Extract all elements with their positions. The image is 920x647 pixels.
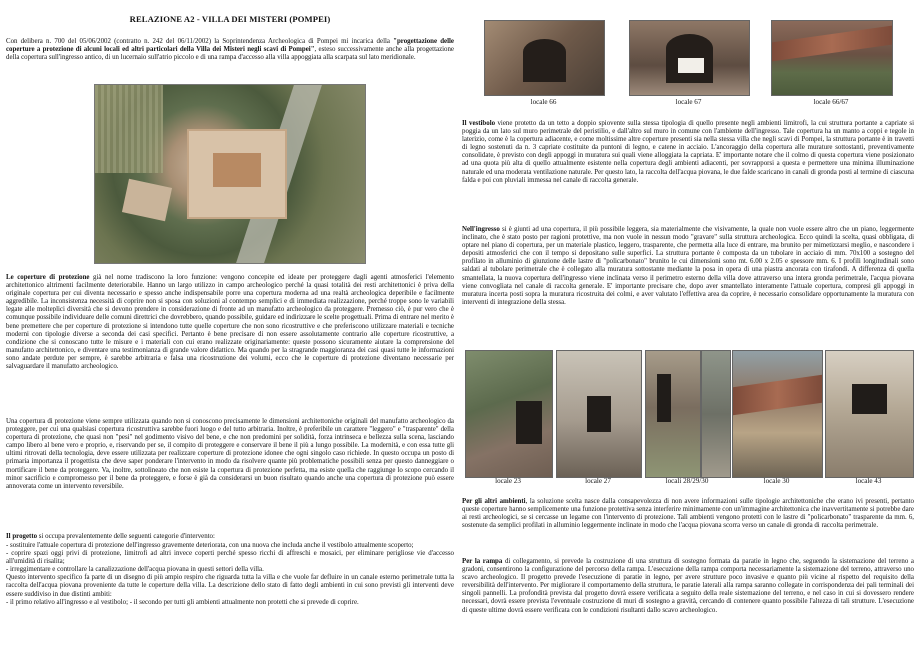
vestibolo-lead: Il vestibolo [462,120,496,127]
rampa-paragraph [462,558,914,615]
vestibolo-paragraph [462,120,914,185]
aerial-photo-image [94,84,366,264]
document-title: RELAZIONE A2 - VILLA DEI MISTERI (POMPEI) [129,14,331,24]
progetto-text: si occupa prevalentemente delle seguenti categorie d'intervento: [37,533,215,540]
progetto-lead: Il progetto [6,533,38,540]
caption-locale-27: locale 27 [585,477,611,485]
caption-locale-66: locale 66 [530,98,557,106]
para-two: Una copertura di protezione viene sempre utilizzata quando non si conoscono precisamente le dimensioni architettoniche originali del manufatto archeologico da proteggere, per cui una qualsiasi copertura ricostruttiva sarebbe fuori luogo e del tutto arbitraria. Inoltre, è preferibile un carattere "leggero" e "trasparente" della copertura di protezione, che quasi non "pesi" nel godimento visivo del bene, e che non predomini per solidità, forza intrinseca e bellezza sulla scena, lasciando campo libero al bene vero e proprio, e, riservando per se, il compito di proteggere e conservare il bene il più a lungo possibile. La modernità, e con essa tutte gli ultimi ritrovati della tecnologia, deve essere utilizzata per realizzare coperture di protezione idonee che ogni singolo caso richiede. In questo occupa un posto di primaria importanza il progettista che deve saper ponderare l'intervento in modo da risolvere quante più problematiche possibili senza per questo danneggiare o mortificare il bene da proteggere. Va, inoltre, sottolineato che non esiste la copertura di protezione perfetta, ma esiste quella che raggiunge lo scopo cercando il minor sacrificio e compromesso per il bene da proteggere, e forse è già da considerarsi un buon risultato quando anche una copertura di protezione può essere annoverata come un intervento reversibile. [6,418,454,490]
caption-locale-30: locale 30 [763,477,790,485]
photo-locale-66-image [484,20,605,96]
aerial-annex-shape [122,179,172,221]
opening-shape [852,384,887,414]
photo-locali-28-29-30-image [645,350,701,478]
rampa-text: di collegamento, si prevede la costruzione di una struttura di sostegno formata da paratie in legno che, seguendo la sistemazione del terreno a gradoni, consentirono la configurazione del percorso della rampa. L'esecuzione della rampa comporta necessariamente la sistemazione del terreno, attraverso uno scavo archeologico. Il progetto prevede l'esecuzione di paratie in legno, per avere strutture poco invasive e quanto più vicine al rispetto del requisito della reversibilità dell'intervento. Per migliorare il comportamento della struttura, le paratie laterali alla rampa saranno collegate in corrispondenza dei pali terminali dei singoli pannelli. La profondità prevista dal progetto dovrà essere verificata a seguito della reale sistemazione del terreno, e nel caso in cui si dovessero rendere necessari, dovrà essere prevista l'eventuale costruzione di muri di sostegno a gravità, cercando di contenere quanto possibile l'altezza di tali strutture. L'esecuzione di queste ultime dovrà essere verificata con le condizioni risultanti dallo scavo archeologico. [462,558,914,614]
photo-locale-30-image [732,350,823,478]
roof-shape [733,375,822,415]
ingresso-paragraph [462,226,914,307]
caption-locale-66-67: locale 66/67 [813,98,849,106]
roof-shape [772,26,892,62]
progetto-paragraph [6,533,454,541]
opening-shape [657,374,671,422]
photo-locale-67-image [629,20,750,96]
right-column [462,0,914,647]
coperture-paragraph [6,274,454,371]
opening-shape [587,396,611,431]
aerial-field-shape [95,85,163,173]
altri-text: , la soluzione scelta nasce dalla consapevolezza di non avere informazioni sulle tipologie architettoniche che erano ivi presenti, pertanto queste coperture hanno semplicemente una funzione protettiva senza interferire minimamente con un'immagine architettonica che inavvertitamente si potrebbe dare ai resti archeologici, se si cercasse un legame con l'intervento di protezione. Tali ambienti vengono protetti con le lastre di "policarbonato" trasparente da mm. 6, sostenute da semplici profilati in alluminio leggermente inclinate in modo che l'acqua piovana scorra verso un canale di gronda di raccolta perimetrale. [462,498,914,530]
intro-suffix: , esteso successivamente anche alla progettazione della copertura sull'ingresso antico, di un lucernaio sull'atrio piccolo e di una rampa d'accesso alla villa appoggiata alla scarpata sul lato meridionale. [6,46,454,62]
arch-shape [523,39,566,82]
row-captions [462,477,914,487]
intro-bold-title: "progettazione delle coperture a protezione di alcuni locali ed altri particolari della Villa dei Misteri negli scavi di Pompei" [6,38,454,54]
caption-locale-43: locale 43 [855,477,882,485]
rampa-lead: Per la rampa [462,558,503,565]
altri-lead: Per gli altri ambienti [462,498,526,505]
caption-locale-67: locale 67 [675,98,702,106]
aerial-roof-shape [213,153,261,187]
caption-locali-28-29-30: locali 28/29/30 [665,477,709,485]
photo-locale-66-67-image [771,20,893,96]
left-column [6,0,454,647]
photo-locale-43-image [825,350,914,478]
photo-corridor-image [701,350,731,478]
window-shape [678,58,704,73]
opening-shape [516,401,542,444]
photo-locale-23-image [465,350,553,478]
coperture-lead: Le coperture di protezione [6,274,90,281]
ingresso-text: si è giunti ad una copertura, il più possibile leggera, sia materialmente che visivamente, la quale non vuole essere altro che un piano, leggermente inclinato, che è stato posto per ragioni protettive, ma non vuole in nessun modo "gravare" sulla struttura archeologica. Ecco quindi la scelta, quasi obbligata, di optare nel piano di copertura, per un materiale plastico, leggero, trasparente, che permetta alla luce di entrare, ma brunito per mimetizzarsi meglio, e nascondere i depositi atmosferici che con il tempo si depositano sulle superfici. La struttura portante è composta da un tubolare in acciaio di mm. 70x100 a sostegno del profilato in alluminio di giunzione delle lastre di "policarbonato" brunito le cui dimensioni sono mt. 6.00 x 2.05 e spessore mm. 6. I profili longitudinali sono saldati al tubolare perimetrale che è collegato alla muratura sottostante mediante la posa in opera di una piastra ancorata con tirafondi. A differenza di quella smantellata, la nuova copertura dell'ingresso viene inclinata verso il perimetro esterno della villa dove attraverso una intera gronda perimetrale, l'acqua piovana viene convogliata nel canale di raccolta generale. E' importante precisare che, dopo aver smantellato interamente l'attuale copertura, compresi gli appoggi in muratura incerta posti sopra la muratura ricostruita dei colmi, e aver valutato l'effettiva area da coprire, è necessario consolidare opportunamente la muratura con interventi di integrazione della stessa. [462,226,914,306]
caption-locale-23: locale 23 [495,477,521,485]
progetto-bullets: - sostituire l'attuale copertura di protezione dell'ingresso gravemente deteriorata, con una nuova che includa anche il vestibolo attualmente scoperto; - coprire spazi oggi privi di protezione, limitrofi ad altri invece coperti perché spesso ricchi di affreschi e mosaici, per eliminare perigliose vie d'accesso all'umidità di risalita; - irreggimentare e controllare la canalizzazione dell'acqua piovana in questi settori della villa. Questo intervento specifico fa parte di un disegno di più ampio respiro che riguarda tutta la villa e che vuole far defluire in un canale esterno perimetrale tutta la raccolta dell'acqua piovana proveniente da tutte le coperture della villa. La descrizione dello stato di fatto degli ambienti in cui sono previsti gli interventi deve essere suddiviso in due distinti ambiti: - il primo relativo all'ingresso e al vestibolo; - il secondo per tutti gli ambienti attualmente non protetti che si prevede di coprire. [6,542,454,606]
coperture-text: già nel nome tradiscono la loro funzione: vengono concepite ed ideate per proteggere dagli agenti atmosferici l'elemento architettonico altrimenti facilmente deteriorabile. Hanno un largo utilizzo in campo archeologico perché la quasi totalità dei resti architettonici è priva della originale copertura per cui diventa necessario e spesso anche indispensabile porre una copertura moderna ad una realtà archeologica deperibile e facilmente aggredibile. La inconsistenza necessità di coprire non si sposa con soluzioni al contempo semplici e di immediata realizzazione, perché troppe sono le variabili legate alle molteplici diversità che si devono prendere in considerazione di fronte ad un manufatto archeologico da proteggere. Premesso ciò, è pur vero che è comunque possibile individuare delle comuni direttrici che dovrebbero, quando possibile, guidare ed indirizzare le scelte progettuali. Prima di entrare nel merito è bene premettere che per coperture di protezione si intendono tutte quelle coperture che non sono ricostruttive e che preferiscono utilizzare materiali e tecniche moderni con tipologie diverse a seconda dei casi specifici. Pertanto è bene precisare di non essere assolutamente contrario alle coperture ricostruttive, a condizione che si conoscano tutte le misure e i materiali con cui erano realizzate originariamente: queste possono sicuramente aiutare la comprensione del manufatto architettonico, e diventare una testimonianza di grande valore didattico. Ma quando per la stragrande maggioranza dei casi quasi tutte le informazioni sono andate perdute per sempre, è sarebbe arbitraria e falsa una ricostruzione dei volumi, ecco che le coperture di protezione diventano necessarie per salvaguardare il manufatto archeologico. [6,274,454,371]
ingresso-lead: Nell'ingresso [462,226,500,233]
intro-prefix: Con delibera n. 700 del 05/06/2002 (contratto n. 242 del 06/11/2002) la Soprintendenza Archeologica di Pompei mi incarica della [6,38,394,45]
vestibolo-text: viene protetto da un tetto a doppio spiovente sulla stessa tipologia di quello presente negli ambienti limitrofi, la cui struttura portante a capriate si poggia da un lato sul muro perimetrale del peristilio, e dall'altro sul muro in comune con l'ambiente dell'ingresso. Tale copertura ha un manto a coppi e tegole in laterizio, come è la copertura adiacente, e come moltissime altre coperture presenti sia nella stessa villa che negli scavi di Pompei, la struttura portante è in travetti di legno sostenuti da n. 3 capriate costituite da puntoni di legno, e catene in acciaio. L'ancoraggio della copertura alle murature sottostanti, preventivamente consolidate, è previsto con degli appoggi in muratura sui quali viene alloggiata la capriata. E' importante notare che il colmo di questa copertura viene posizionato ad una quota più alta di quello attualmente esistente nella copertura degli ambienti adiacenti, per sovrapporsi a questa e permettere una minima illuminazione naturale ed una moderata ventilazione naturale. Per questo lato, la raccolta dell'acqua piovana, le due falde scaricano in canali di gronda posti al termine di ciascuna falda e poi con pluviali immessa nel canale di raccolta generale. [462,120,914,184]
altri-ambienti-paragraph [462,498,914,530]
photo-locale-27-image [556,350,642,478]
intro-paragraph [6,38,454,62]
